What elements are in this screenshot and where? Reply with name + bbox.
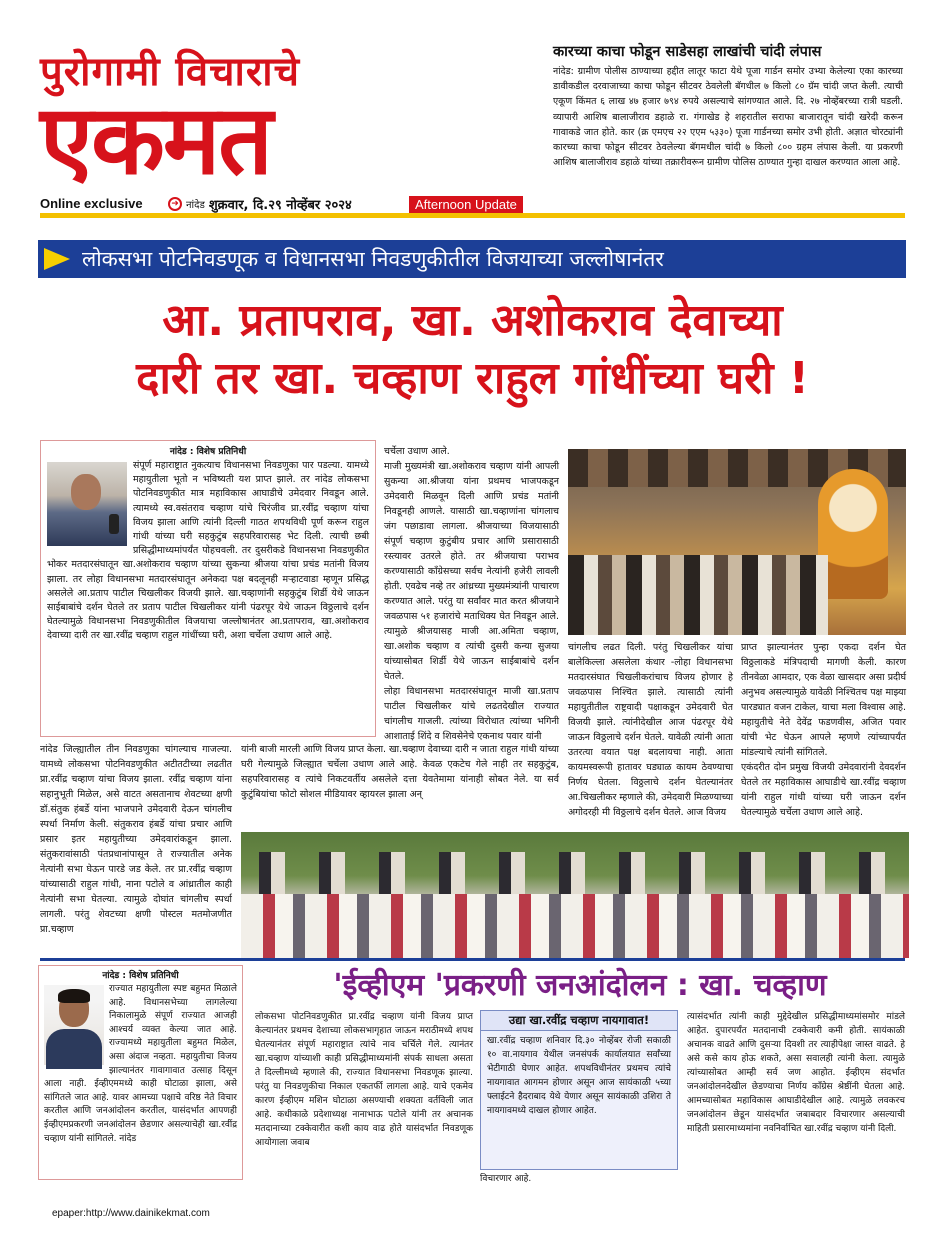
evm-middle-text: लोकसभा पोटनिवडणुकीत प्रा.रवींद्र चव्हाण यांनी विजय प्राप्त केल्यानंतर प्रथमच देशाच्या लोकसभागृहात जाऊन मराठीमध्ये शपथ घेतल्यानंतर संपूर्ण महाराष्ट्रात त्यांचे नाव चर्चिले गेले. त्यानंतर खा.चव्हाण यांच्याशी काही प्रसिद्धीमाध्यमांनी संपर्क साधला असता ते दिल्लीमध्ये म्हणाले की, राज्यात विधानसभा निवडणूक झाल्या. परंतु या निवडणुकीचा निकाल एकतर्फी लागला आहे. याचे एकमेव कारण ईव्हीएम मशिन घोटाळा असण्याची शक्यता वर्तविली जात आहे. कधीकाळे प्रदेशाध्यक्ष नानाभाऊ पटोले यांनी तर अचानक मतदानाच्या टक्केवारीत कशी काय वाढ होते यासंदर्भात निवडणूक आयोगाला जवाब [255,1012,473,1148]
masthead-divider [40,213,905,218]
lead-byline: नांदेड : विशेष प्रतिनिधी [169,447,247,457]
masthead-tagline: पुरोगामी विचाराचे [40,48,301,95]
microphone-icon [109,514,119,534]
evm-right-text: त्यासंदर्भात त्यांनी काही मुद्देदेखील प्रसिद्धीमाध्यमांसमोर मांडले आहेत. दुपारपर्यंत मतदानाची टक्केवारी कमी होती. सायंकाळी अचानक वाढते आणि दुसऱ्या दिवशी तर त्याहीपेक्षा जास्त वाढते. हे असे कसे काय होऊ शकते, असा सवालही त्यांनी केला. त्यामुळे त्यांच्यासोबत आम्ही सर्व जण आहोत. ईव्हीएम संदर्भात जनआंदोलनदेखील छेडण्याचा निर्णय काँग्रेस श्रेष्ठींनी घेतला आहे. आमच्यासोबत महाविकास आघाडीदेखील आहे. त्यामुळे लवकरच जनआंदोलन छेडून यासंदर्भात जबाबदार विचारणार असल्याची माहिती प्रसारमाध्यमांना नवनिर्वाचित खा.रवींद्र चव्हाण यांनी दिली. [687,1012,905,1134]
callout-body: खा.रवींद्र चव्हाण शनिवार दि.३० नोव्हेंबर रोजी सकाळी १० वा.नायगाव येथील जनसंपर्क कार्यालयात सर्वांच्या भेटीगाठी घेणार आहेत. शपथविधीनंतर प्रथमच त्यांचे नायगावात आगमन होणार असून आज सायंकाळी ५च्या फ्लाईटने हैदराबाद येथे येणार असून सायंकाळी उशिरा ते नायगावमध्ये दाखल होणार आहेत. [487,1036,671,1116]
callout-title: उद्या खा.रवींद्र चव्हाण नायगावात! [481,1011,677,1031]
article-column-d: प्राप्त झाल्यानंतर पुन्हा एकदा दर्शन घेत विठ्ठलाकडे मंत्रिपदाची मागणी केली. कारण तीनवेळा आमदार, एक वेळा खासदार असा प्रदीर्घ अनुभव असल्यामुळे यावेळी निश्चितच पक्ष माझ्या पारड्यात वजन टाकेल, याचा मला विश्वास आहे. महायुतीचे नेते देवेंद्र फडणवीस, अजित पवार यांची भेट घेऊन आपले म्हणणे त्यांच्यापर्यंत मांडल्याचे त्यांनी सांगितले. एकंदरीत दोन प्रमुख विजयी उमेदवारांनी देवदर्शन घेतले तर महाविकास आघाडीचे खा.रवींद्र चव्हाण यांनी राहुल गांधी यांच्या घरी जाऊन दर्शन घेतल्यामुळे चर्चेला उधाण आले आहे. [741,642,906,818]
nayagaon-callout [480,1010,678,1170]
photo-ravindra-chavan [47,462,127,546]
online-exclusive-label: Online exclusive [40,196,143,211]
dateline-date: शुक्रवार, दि.२९ नोव्हेंबर २०२४ [208,198,352,213]
kicker-text: लोकसभा पोटनिवडणूक व विधानसभा निवडणुकीतील विजयाच्या जल्लोषानंतर [82,247,664,271]
epaper-link[interactable]: epaper:http://www.dainikekmat.com [52,1208,210,1219]
evm-left-box [38,965,243,1180]
section-divider [40,958,905,961]
article-column-c: चांगलीच लढत दिली. परंतु चिखलीकर यांचा बालेकिल्ला असलेला कंधार -लोहा विधानसभा मतदारसंघात चिखलीकरांचाच विजय होणार हे जवळपास निश्चित झाले. त्यासाठी त्यांनी महायुतीतील राष्ट्रवादी पक्षाकडून उमेदवारी घेत विजयी झाले. त्यांनीदेखील आज पंढरपूर येथे जाऊन विठ्ठलाचे दर्शन घेतले. यावेळी त्यांनी आता उतरत्या वयात पक्ष बदलायचा नाही. आता कायमस्वरूपी हातावर घड्याळ कायम ठेवण्याचा निर्णय घेतला. विठ्ठलाचे दर्शन घेतल्यानंतर आ.चिखलीकर म्हणाले की, उमेदवारी मिळण्याच्या अगोदरही मी विठ्ठलाचे दर्शन घेतले. आज विजय [568,642,734,818]
evm-byline: नांदेड : विशेष प्रतिनिधी [102,971,179,981]
article-column-2: चर्चेला उधाण आले. माजी मुख्यमंत्री खा.अशोकराव चव्हाण यांनी आपली सुकन्या आ.श्रीजया यांना प्रथमच भाजपकडून उमेदवारी मिळवून दिली आणि प्रचंड मतांनी निवडूनही आणले. यासाठी खा.चव्हाणांना चांगलाच जंग पछाडावा लागला. श्रीजयाच्या विजयासाठी संपूर्ण चव्हाण कुटुंबीय प्रचार आणि प्रसारासाठी रस्त्यावर उतरले होते. तर श्रीजयाचा पराभव करण्यासाठी काँग्रेसच्या सर्वच नेत्यांनी हजेरी लावली होती. एवढेच नव्हे तर आंध्रच्या मुख्यमंत्र्यांनी पाचारण करण्यात आले. परंतु या सर्वांवर मात करत श्रीजयाने जवळपास ५१ हजारांचे मताधिक्य घेत निवडून आले. त्यामुळे श्रीजयासह माजी आ.अमिता चव्हाण, खा.अशोक चव्हाण व त्यांची दुसरी कन्या सुजया यांच्यासोबत शिर्डी येथे जाऊन साईबाबांचे दर्शन घेतले. लोहा विधानसभा मतदारसंघातून माजी खा.प्रताप पाटील चिखलीकर यांचे लढतदेखील राज्यात चांगलीच गाजली. त्यांच्या विरोधात त्यांच्या भगिनी आशाताई शिंदे व शिवसेनेचे एकनाथ पवार यांनी [384,446,559,742]
dateline [168,195,352,213]
photo-portrait [44,985,104,1065]
lead-box [40,440,376,737]
evm-headline: 'ईव्हीएम 'प्रकरणी जनआंदोलन : खा. चव्हाण [333,968,827,1003]
top-story-title: कारच्या काचा फोडून साडेसहा लाखांची चांदी लंपास [553,44,822,60]
dateline-city: नांदेड [186,200,205,211]
lead-body: संपूर्ण महाराष्ट्रात नुकत्याच विधानसभा निवडणुका पार पडल्या. यामध्ये महायुतीला भूतो न भविष्यती यश प्राप्त झाले. तर नांदेड लोकसभा पोटनिवडणुकीत मात्र महाविकास आघाडीचे उमेदवार निवडून आले. त्यामध्ये स्व.वसंतराव चव्हाण यांचे चिरंजीव प्रा.रवींद्र चव्हाण यांचा विजय झाला आणि त्यांनी दिल्ली गाठत शपथविधी पूर्ण करून राहुल गांधी यांच्या घरी सहकुटुंब सहपरिवारासह भेट दिली. त्याची छबी प्रसिद्धीमाध्यमांपर्यंत पोहचवली. तर दुसरीकडे विधानसभा निवडणुकीत भोकर मतदारसंघातून खा.अशोकराव चव्हाण यांच्या सुकन्या श्रीजया यांचा प्रचंड मतांनी विजय झाला. तर लोहा विधानसभा मतदारसंघातून अनेकदा पक्ष बदलूनही मऱ्हाटवाडा म्हणून प्रसिद्ध असलेले आ.प्रताप पाटील चिखलीकर विजयी झाले. खा.चव्हाणांनी सहकुटुंब शिर्डी येथे जाऊन साईबाबांचे दर्शन घेतले तर प्रताप पाटील चिखलीकर यांनी पंढरपूर येथे जाऊन विठ्ठलाचे दर्शन घेतल्यामुळे विधानसभा निवडणुकीतील विजयाचा जल्लोषानंतर आ.प्रतापराव, खा.अशोकराव देवाच्या दारी तर खा.रवींद्र चव्हाण राहुल गांधींच्या घरी, अशा चर्चेला उधाण आले आहे. [47,460,369,642]
main-headline [30,292,915,408]
article-column-a: नांदेड जिल्ह्यातील तीन निवडणुका चांगल्याच गाजल्या. यामध्ये लोकसभा पोटनिवडणुकीत अटीतटीच्या लढतीत प्रा.रवींद्र चव्हाण यांचा विजय झाला. रवींद्र चव्हाण यांना सहानुभूती मिळेल, असे वाटत असतानाच शेवटच्या क्षणी डॉ.संतुक हंबर्डे यांना भाजपाने उमेदवारी देऊन चांगलीच स्पर्धा निर्माण केली. संतुकराव हंबर्डे यांचा प्रचार आणि प्रसार इतर महायुतीच्या उमेदवारांकडून झाला. संतुकरावांसाठी पंतप्रधानांपासून ते राज्यातील अनेक नेत्यांनी सभा घेऊन पारडे जड केले. तर प्रा.रवींद्र चव्हाण यांच्यासाठी राहुल गांधी, नाना पटोले व आंध्रातील काही नेत्यांनी सभा घेतल्या. त्यामुळे दोघांत चांगलीच स्पर्धा लागली. परंतु शेवटच्या क्षणी पोस्टल मतमोजणीत प्रा.चव्हाण [40,744,232,935]
triangle-pointer-icon [44,248,70,270]
top-story-body: नांदेड: ग्रामीण पोलीस ठाण्याच्या हद्दीत लातूर फाटा येथे पूजा गार्डन समोर उभ्या केलेल्या एका कारच्या डावीकडील दरवाजाच्या काचा फोडून सीटवर ठेवलेली बॅगधील ७ किलो ८० ग्रॅम चांदी जप्त केली. त्याची एकूण किंमत ६ लाख ४७ हजार ७९४ रुपये असल्याचे सांगण्यात आले. दि. २७ नोव्हेंबरच्या रात्री घडली. व्यापारी आशिष बालाजीराव डहाळे रा. गंगाखेड हे शहरातील सराफा बाजारातून चांदी खरेदी करून गावाकडे जात होते. कार (क्र एमएच २२ एएम ५३३०) पूजा गार्डनच्या समोर उभी होती. अज्ञात चोरट्यांनी कारच्या काचा फोडून सीटवर ठेवलेल्या बॅगमधील चांदी ७ किलो ८०० ग्रहम लंपास केली. या प्रकरणी आशिष बालाजीराव डहाळे यांच्या तक्रारीवरून ग्रामीण पोलिस ठाण्यात गुन्हा दाखल करण्यात आला आहे. [553,66,903,169]
top-story [553,42,903,170]
evm-middle-end: विचारणार आहे. [480,1174,532,1184]
kicker-banner [38,240,906,278]
article-column-b: यांनी बाजी मारली आणि विजय प्राप्त केला. खा.चव्हाण देवाच्या दारी न जाता राहुल गांधी यांच्या घरी गेल्यामुळे जिल्ह्यात चर्चेला उधाण आले आहे. केवळ एकटेच गेले नाही तर सहकुटुंब, सहपरिवारासह व त्यांचे निकटवर्तीय असलेले दत्ता येवतेमामा यांनाही सोबत नेले. या सर्व कुटुंबियांचा फोटो सोशल मीडियावर व्हायरल झाला अन् [241,744,559,800]
masthead-logo: एकमत [40,83,271,196]
edition-badge: Afternoon Update [409,196,523,214]
photo-rahul-gandhi-family [241,832,909,957]
arrow-right-circle-icon: ➜ [168,197,182,211]
evm-left-text: राज्यात महायुतीला स्पष्ट बहुमत मिळाले आहे. विधानसभेच्या लागलेल्या निकालामुळे संपूर्ण राज्यात आजही आश्चर्य व्यक्त केल्या जात आहे. राज्यामध्ये महायुतीला बहुमत मिळेल, असा अंदाज नव्हता. महायुतीचा विजय झाल्यानंतर गावागावात उत्साह दिसून आला नाही. ईव्हीएममध्ये काही घोटाळा झाला, असे सांगितले जात आहे. यावर आमच्या पक्षाचे वरिष्ठ नेते विचार करतील आणि जनआंदोलन करतील, यासंदर्भात आपणही ईव्हीएमप्रकरणी जनआंदोलन छेडणार असल्याचेही खा.रवींद्र चव्हाण यांनी सांगितले. नांदेड [44,984,237,1144]
headline-line-1: आ. प्रतापराव, खा. अशोकराव देवाच्या [162,295,783,346]
photo-shirdi-darshan [568,449,906,635]
headline-line-2: दारी तर खा. चव्हाण राहुल गांधींच्या घरी ! [136,353,809,404]
